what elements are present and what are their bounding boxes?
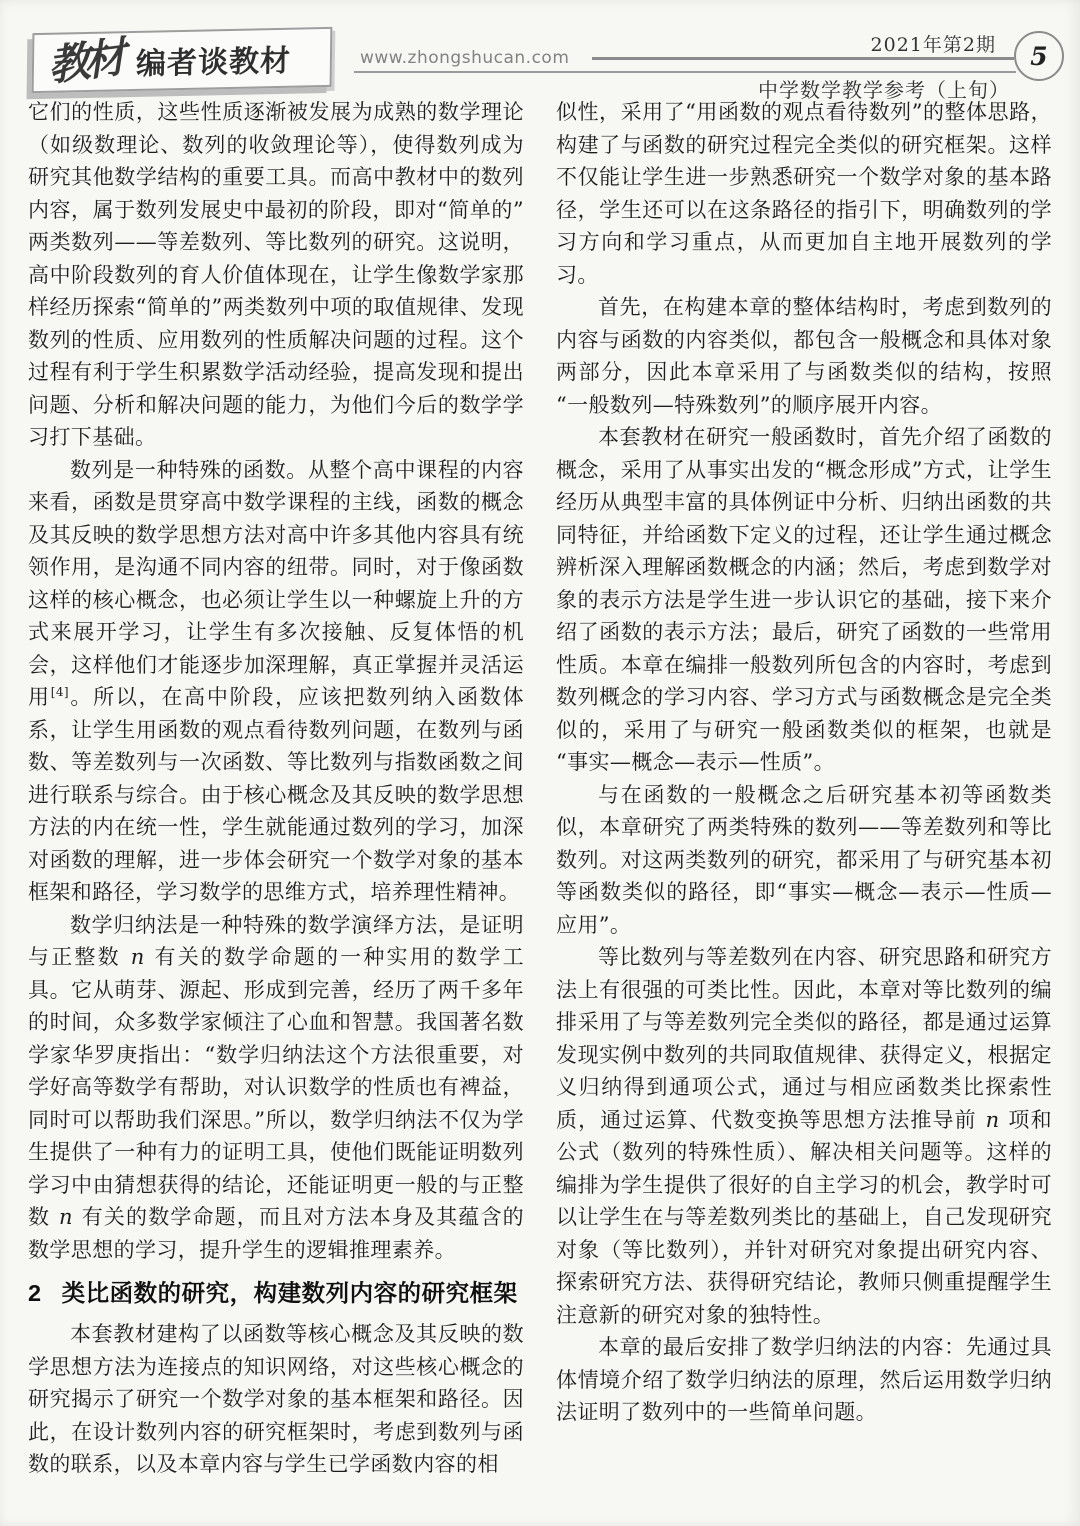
website-url: www.zhongshucan.com <box>360 48 570 68</box>
text-segment: 数列是一种特殊的函数。从整个高中课程的内容来看，函数是贯穿高中数学课程的主线，函数的概念及其反映的数学思想方法对高中许多其他内容具有统领作用，是沟通不同内容的纽带。同时，对于像函数这样的核心概念，也必须让学生以一种螺旋上升的方式来展开学习，让学生有多次接触、反复体悟的机会，这样他们才能逐步加深理解，真正掌握并灵活运用 <box>28 457 524 709</box>
text-segment: 似性，采用了“用函数的观点看待数列”的整体思路，构建了与函数的研究过程完全类似的研究框架。这样不仅能让学生进一步熟悉研究一个数学对象的基本路径，学生还可以在这条路径的指引下，明确数列的学习方向和学习重点，从而更加自主地开展数列的学习。 <box>556 100 1052 287</box>
page-number-badge <box>1014 31 1064 81</box>
section-number: 2 <box>28 1280 42 1306</box>
page-header <box>0 0 1080 100</box>
text-segment: 有关的数学命题，而且对方法本身及其蕴含的数学思想的学习，提升学生的逻辑推理素养。 <box>28 1205 524 1262</box>
text-segment: 本套教材在研究一般函数时，首先介绍了函数的概念，采用了从事实出发的“概念形成”方式，让学生经历从典型丰富的具体例证中分析、归纳出函数的共同特征，并给函数下定义的过程，还让学生通过概念辨析深入理解函数概念的内涵；然后，考虑到数学对象的表示方法是学生进一步认识它的基础，接下来介绍了函数的表示方法；最后，研究了函数的一些常用性质。本章在编排一般数列所包含的内容时，考虑到数列概念的学习内容、学习方式与函数概念是完全类似的，采用了与研究一般函数类似的框架，也就是“事实—概念—表示—性质”。 <box>556 425 1052 774</box>
logo-script-text: 教材 <box>45 32 123 91</box>
column-logo <box>32 27 333 93</box>
section-title: 类比函数的研究，构建数列内容的研究框架 <box>61 1280 518 1306</box>
text-segment: 本套教材建构了以函数等核心概念及其反映的数学思想方法为连接点的知识网络，对这些核心概念的研究揭示了研究一个数学对象的基本框架和路径。因此，在设计数列内容的研究框架时，考虑到数列与函数的联系，以及本章内容与学生已学函数内容的相 <box>28 1322 524 1476</box>
header-rule-top <box>592 57 1014 60</box>
math-variable: n <box>58 1205 73 1229</box>
page-number: 5 <box>1030 41 1048 71</box>
text-segment: 有关的数学命题的一种实用的数学工具。它从萌芽、源起、形成到完善，经历了两千多年的时间，众多数学家倾注了心血和智慧。我国著名数学家华罗庚指出：“数学归纳法这个方法很重要，对学好高等数学有帮助，对认识数学的性质也有裨益，同时可以帮助我们深思。”所以，数学归纳法不仅为学生提供了一种有力的证明工具，使他们既能证明数列学习中由猜想获得的结论，还能证明更一般的与正整数 <box>28 945 524 1229</box>
math-variable: n <box>130 945 145 969</box>
paragraph <box>28 96 524 454</box>
text-segment: 首先，在构建本章的整体结构时，考虑到数列的内容与函数的内容类似，都包含一般概念和具体对象两部分，因此本章采用了与函数类似的结构，按照“一般数列—特殊数列”的顺序展开内容。 <box>556 295 1052 417</box>
paragraph <box>556 1331 1052 1429</box>
text-segment: 与在函数的一般概念之后研究基本初等函数类似，本章研究了两类特殊的数列——等差数列和等比数列。对这两类数列的研究，都采用了与研究基本初等函数类似的路径，即“事实—概念—表示—性质—应用”。 <box>556 782 1052 937</box>
column-left <box>28 96 524 1520</box>
paragraph <box>28 1318 524 1481</box>
logo-subtitle: 编者谈教材 <box>135 44 292 81</box>
paragraph <box>556 941 1052 1331</box>
paragraph <box>556 96 1052 291</box>
text-segment: 等比数列与等差数列在内容、研究思路和研究方法上有很强的可类比性。因此，本章对等比数列的编排采用了与等差数列完全类似的路径，都是通过运算发现实例中数列的共同取值规律、获得定义，根据定义归纳得到通项公式，通过与相应函数类比探索性质，通过运算、代数变换等思想方法推导前 <box>556 945 1052 1132</box>
text-segment: 。所以，在高中阶段，应该把数列纳入函数体系，让学生用函数的观点看待数列问题，在数列与函数、等差数列与一次函数、等比数列与指数函数之间进行联系与综合。由于核心概念及其反映的数学思想方法的内在统一性，学生就能通过数列的学习，加深对函数的理解，进一步体会研究一个数学对象的基本框架和路径，学习数学的思维方式，培养理性精神。 <box>28 685 525 904</box>
header-rule-bottom <box>354 71 1016 73</box>
issue-label: 2021年第2期 <box>870 34 996 56</box>
paragraph <box>28 909 524 1267</box>
journal-title: 中学数学教学参考（上旬） <box>758 78 1010 102</box>
text-segment: 本章的最后安排了数学归纳法的内容：先通过具体情境介绍了数学归纳法的原理，然后运用数学归纳法证明了数列中的一些简单问题。 <box>556 1335 1052 1424</box>
footnote-reference: [4] <box>50 685 69 699</box>
article-body <box>28 96 1052 1520</box>
text-segment: 它们的性质，这些性质逐渐被发展为成熟的数学理论（如级数理论、数列的收敛理论等），使得数列成为研究其他数学结构的重要工具。而高中教材中的数列内容，属于数列发展史中最初的阶段，即对“简单的”两类数列——等差数列、等比数列的研究。这说明，高中阶段数列的育人价值体现在，让学生像数学家那样经历探索“简单的”两类数列中项的取值规律、发现数列的性质、应用数列的性质解决问题的过程。这个过程有利于学生积累数学活动经验，提高发现和提出问题、分析和解决问题的能力，为他们今后的数学学习打下基础。 <box>28 100 524 449</box>
column-right <box>556 96 1052 1520</box>
paragraph <box>556 291 1052 421</box>
paragraph <box>556 779 1052 942</box>
paragraph <box>556 421 1052 779</box>
math-variable: n <box>985 1107 1000 1132</box>
paragraph <box>28 454 524 909</box>
section-heading <box>28 1277 524 1309</box>
text-segment: 项和公式（数列的特殊性质）、解决相关问题等。这样的编排为学生提供了很好的自主学习的机会，教学时可以让学生在与等差数列类比的基础上，自己发现研究对象（等比数列），并针对研究对象提出研究内容、探索研究方法、获得研究结论，教师只侧重提醒学生注意新的研究对象的独特性。 <box>556 1107 1052 1327</box>
text-segment: 数学归纳法是一种特殊的数学演绎方法，是证明与正整数 <box>28 912 524 969</box>
